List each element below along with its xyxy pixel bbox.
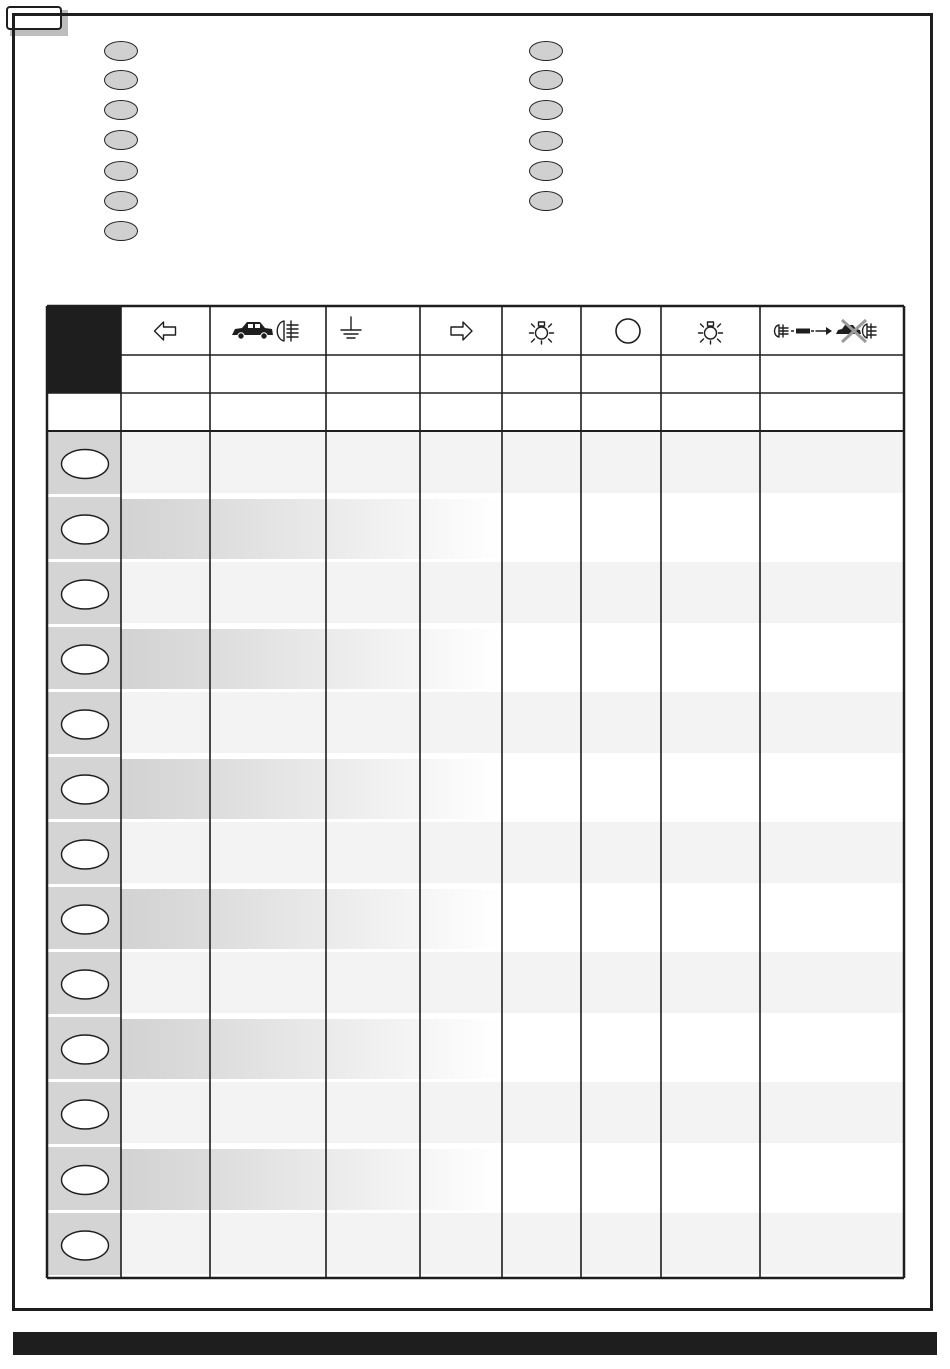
fog-light-disconnect-icon (775, 320, 877, 342)
table-row-10 (47, 1017, 904, 1082)
ground-icon (341, 317, 361, 338)
lamp-left-icon (530, 322, 554, 344)
row-band (121, 431, 904, 493)
table-row-9 (47, 952, 904, 1017)
circle-icon (616, 319, 640, 343)
table-row-8 (47, 887, 904, 952)
row-number-oval (62, 840, 109, 869)
row-number-oval (62, 970, 109, 999)
table-row-13 (47, 1213, 904, 1278)
row-separator (47, 624, 904, 627)
row-band (121, 562, 904, 623)
table-row-2 (47, 497, 904, 562)
row-separator (47, 559, 904, 562)
row-band (121, 692, 904, 753)
row-number-oval (62, 450, 109, 479)
row-band (121, 952, 904, 1013)
row-separator (47, 1079, 904, 1082)
lamp-right-icon (699, 322, 723, 344)
turn-right-arrow-icon (451, 322, 472, 340)
row-number-oval (62, 1035, 109, 1064)
table-row-4 (47, 627, 904, 692)
row-separator (47, 884, 904, 887)
row-shade (121, 499, 502, 560)
row-number-oval (62, 1166, 109, 1195)
table-row-1 (47, 431, 904, 497)
table-row-3 (47, 562, 904, 627)
row-number-oval (62, 645, 109, 674)
footer-bar (13, 1332, 937, 1355)
row-separator (47, 1210, 904, 1213)
car-fog-light-icon (232, 321, 298, 341)
row-shade (121, 1149, 502, 1211)
row-separator (47, 1144, 904, 1147)
row-separator (47, 1014, 904, 1017)
row-number-oval (62, 515, 109, 544)
row-number-oval (62, 1100, 109, 1129)
row-number-oval (62, 710, 109, 739)
row-number-oval (62, 905, 109, 934)
row-number-oval (62, 775, 109, 804)
table-rows (47, 306, 904, 1278)
turn-left-arrow-icon (155, 322, 176, 340)
row-separator (47, 494, 904, 497)
row-shade (121, 629, 502, 690)
row-number-oval (62, 580, 109, 609)
row-separator (47, 754, 904, 757)
table-header-icons (155, 317, 877, 344)
table-row-7 (47, 822, 904, 887)
table-row-12 (47, 1147, 904, 1213)
row-separator (47, 819, 904, 822)
row-shade (121, 1019, 502, 1080)
header-black-block (47, 306, 121, 393)
table-row-6 (47, 757, 904, 822)
row-shade (121, 759, 502, 820)
table-row-5 (47, 692, 904, 757)
row-band (121, 1213, 904, 1274)
table-row-11 (47, 1082, 904, 1147)
row-separator (47, 949, 904, 952)
row-shade (121, 889, 502, 950)
row-band (121, 822, 904, 883)
row-number-oval (62, 1231, 109, 1260)
row-separator (47, 689, 904, 692)
row-band (121, 1082, 904, 1143)
